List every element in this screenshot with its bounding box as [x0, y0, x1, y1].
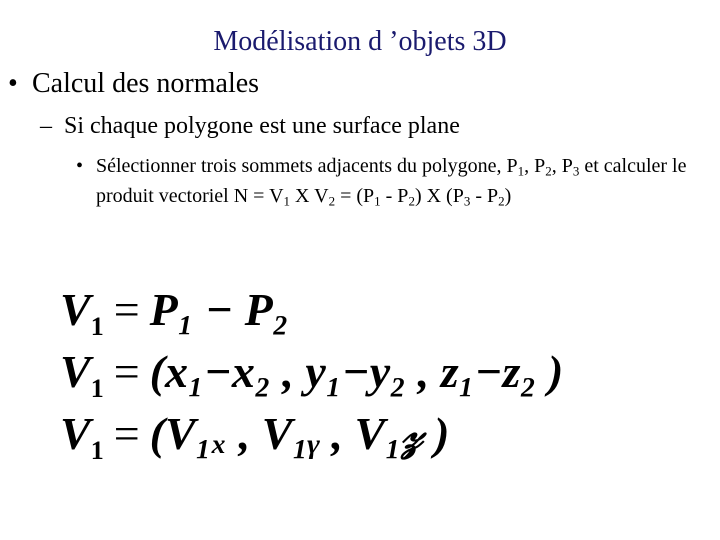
equation-1-rhs: P₁ − P₂	[149, 284, 289, 335]
equation-3: $V_1 = (V_{1x}$ , V₁ᵧ , V₁𝓏 )	[60, 408, 450, 465]
bullet-level-2-text: Si chaque polygone est une surface plane	[64, 113, 460, 139]
equation-2: $V_1 = (x_1-x_2$ , y₁−y₂ , z₁−z₂ )	[60, 346, 564, 403]
equation-1: $V_1 = P_1 - P_2$	[60, 284, 289, 341]
slide-title	[0, 26, 720, 58]
slide-title-text: Modélisation d ’objets 3D	[213, 26, 507, 57]
equation-3-rhs: (V₁ₓ , V₁ᵧ , V₁𝓏 )	[149, 408, 450, 459]
formula-block	[60, 282, 680, 468]
bullet-dot-icon: •	[8, 68, 18, 99]
bullet-level-2	[40, 113, 460, 140]
equation-2-rhs: (x₁−x₂ , y₁−y₂ , z₁−z₂ )	[149, 346, 564, 397]
bullet-level-3-text: Sélectionner trois sommets adjacents du polygone, $P_1$, $P_2$, $P_3$ et calculer le produit vectoriel $N = V_1$ X $V_2 = (P_1 - P_2)$ X $(P_3 - P_2)$	[96, 155, 687, 209]
bullet-level-1	[8, 68, 259, 100]
bullet-dot-small-icon: •	[76, 155, 84, 177]
bullet-level-3	[76, 151, 716, 211]
bullet-level-1-text: Calcul des normales	[32, 68, 260, 99]
bullet-dash-icon: –	[40, 113, 52, 139]
